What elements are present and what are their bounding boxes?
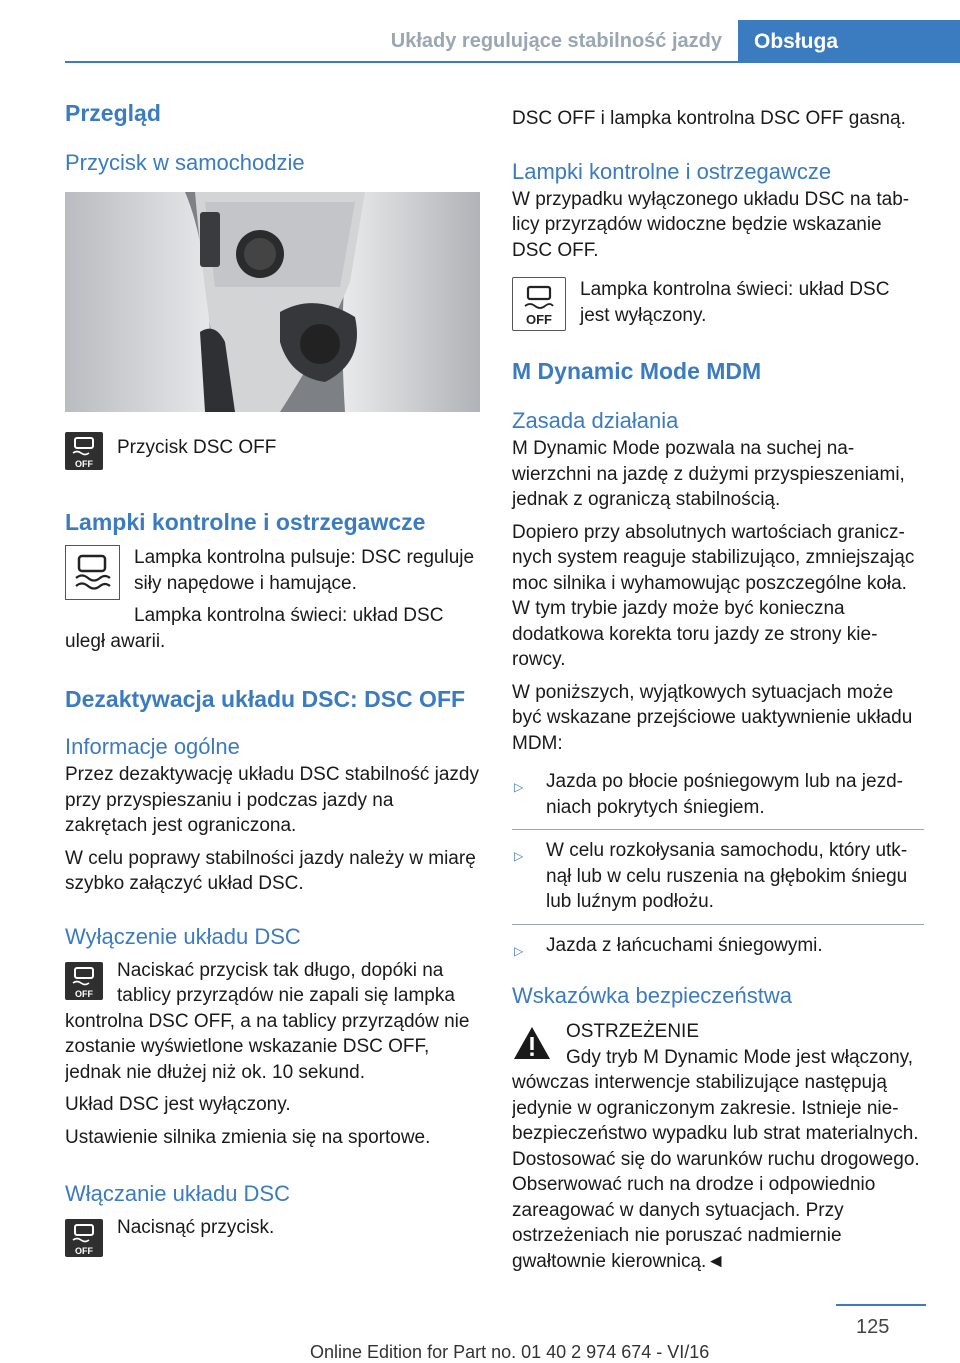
general-text-2: W celu poprawy stabilności jazdy należy w miarę szybko załączyć układ DSC.: [65, 847, 476, 894]
list-item: ▷ Jazda po błocie pośniegowym lub na jezdniach pokrytych śniegiem.: [512, 761, 924, 830]
lamp-off-box: [512, 277, 924, 335]
list-item: ▷ Jazda z łańcuchami śniegowymi.: [512, 925, 924, 968]
triangle-bullet-icon: ▷: [514, 849, 524, 863]
header-section-title: Układy regulujące stabilność jazdy: [390, 30, 722, 52]
header-rule: [65, 61, 960, 63]
svg-text:OFF: OFF: [75, 459, 93, 469]
heading-deactivation: Dezaktywacja układu DSC: DSC OFF: [65, 686, 466, 712]
lamp-pulse-text: Lampka kontrolna pulsuje: DSC reguluje siły napędowe i hamujące.: [134, 547, 475, 594]
heading-overview: Przegląd: [65, 100, 161, 126]
list-item: ▷ W celu rozkołysania samochodu, który utknął lub w celu ruszenia na głębokim śniegu lub luźnym podłożu.: [512, 830, 924, 925]
switch-off-text: Naciskać przycisk tak długo, dopóki na tablicy przyrządów nie zapali się lampka kontrolna DSC OFF, a na tablicy przyrządów nie zostanie wyświetlone wskazanie DSC OFF, jednak nie dłużej niż ok. 10 sekund.: [65, 959, 470, 1083]
edition-footer: Online Edition for Part no. 01 40 2 974 674 - VI/16: [310, 1342, 710, 1362]
warning-box: [512, 1019, 924, 1274]
switch-off-box: [65, 958, 480, 1086]
heading-button-in-car: Przycisk w samochodzie: [65, 150, 305, 175]
dsc-off-state: Układ DSC jest wyłączony.: [65, 1094, 291, 1115]
engine-setting-text: Ustawienie silnika zmienia się na sportowe.: [65, 1126, 431, 1148]
warning-triangle-icon: [512, 1025, 552, 1066]
dsc-off-icon: [65, 432, 103, 470]
header-tab: Obsługa: [738, 20, 960, 62]
dsc-off-icon: [65, 962, 103, 1000]
svg-text:OFF: OFF: [75, 988, 93, 999]
heading-lamps-right: Lampki kontrolne i ostrzegawcze: [512, 158, 832, 184]
footer-rule: [836, 1304, 926, 1306]
photo-caption: Przycisk DSC OFF: [117, 437, 277, 458]
heading-switch-on: Włączanie układu DSC: [65, 1181, 290, 1206]
heading-lamps: Lampki kontrolne i ostrzegawcze: [65, 509, 426, 535]
lamps-right-text: W przypadku wyłączonego układu DSC na tablicy przyrządów widoczne będzie wskazanie DSC OFF.: [512, 188, 910, 261]
heading-principle: Zasada działania: [512, 408, 679, 433]
heading-safety: Wskazówka bezpieczeństwa: [512, 983, 793, 1008]
traction-icon: [65, 545, 120, 600]
dsc-off-icon: [65, 1219, 103, 1257]
heading-general-info: Informacje ogólne: [65, 734, 240, 759]
lamp-off-text: Lampka kontrolna świeci: układ DSC jest wyłączony.: [580, 279, 890, 326]
heading-switch-off: Wyłączenie układu DSC: [65, 923, 301, 949]
heading-mdm: M Dynamic Mode MDM: [512, 358, 762, 384]
page-number: 125: [856, 1316, 890, 1338]
svg-text:OFF: OFF: [75, 1246, 93, 1256]
dsc-off-icon: [512, 277, 566, 331]
general-text-1: Przez dezaktywację układu DSC stabilność jazdy przy przyspieszaniu i podczas jazdy na zakrętach jest ograniczona.: [65, 764, 479, 836]
triangle-bullet-icon: ▷: [514, 943, 524, 958]
switch-on-box: [65, 1215, 480, 1261]
lamp-fault-text: Lampka kontrolna świeci: układ DSC uległ awarii.: [65, 605, 444, 652]
right-column: [512, 98, 924, 1274]
triangle-bullet-icon: ▷: [514, 780, 524, 794]
mdm-text-3: W poniższych, wyjątkowych sytuacjach może być wskazane przejściowe uaktywnienie układu MDM:: [512, 681, 913, 754]
warning-text: Gdy tryb M Dynamic Mode jest włączony, wówczas interwencje stabilizujące następują jedynie w ograniczonym zakresie. Istnieje niebezpieczeństwo wypadku lub strat materialnych. Dostosować się do warunków ruchu drogowego. Obserwować ruch na drodze i odpowiednio zareagować w danych sytuacjach. Przy ostrzeżeniach nie poruszać nadmiernie gwałtownie kierownicą.◄: [512, 1046, 920, 1272]
mdm-text-1: M Dynamic Mode pozwala na suchej nawierzchni na jazdę z dużymi przyspieszeniami, jednak z ograniczą stabilnością.: [512, 438, 905, 510]
svg-text:OFF: OFF: [526, 312, 552, 327]
mdm-text-2: Dopiero przy absolutnych wartościach granicznych system reaguje stabilizująco, zmniejszając moc silnika i wyhamowując poszczególne koła. W tym trybie jazdy może być konieczna dodatkowa korekta toru jazdy ze strony kierowcy.: [512, 521, 915, 670]
switch-on-text: Nacisnąć przycisk.: [117, 1217, 275, 1238]
situation-list: [512, 761, 924, 967]
photo-caption-box: [65, 432, 480, 474]
left-column: [65, 98, 480, 1261]
warning-title: OSTRZEŻENIE: [566, 1021, 700, 1042]
continued-text: DSC OFF i lampka kontrolna DSC OFF gasną.: [512, 108, 906, 129]
lamp-box: [65, 545, 480, 654]
center-console-photo: [65, 192, 480, 412]
